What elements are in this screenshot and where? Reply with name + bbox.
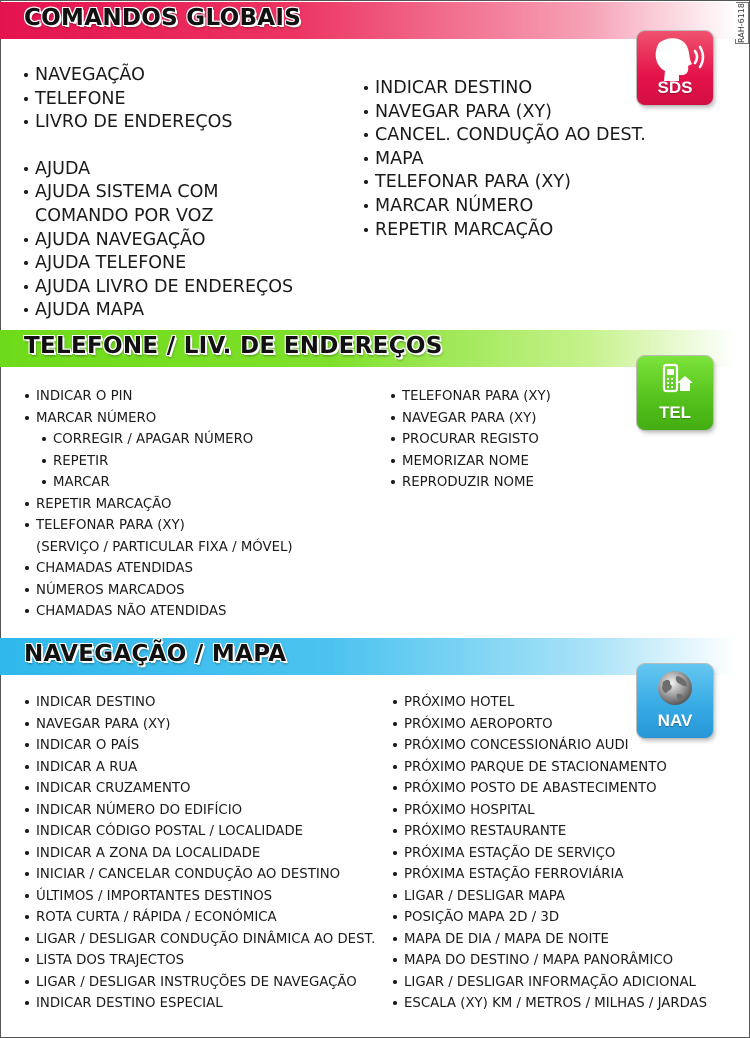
phone-home-icon	[637, 360, 713, 404]
list-item: PRÓXIMO AEROPORTO	[393, 714, 707, 736]
list-item: LIGAR / DESLIGAR INFORMAÇÃO ADICIONAL	[393, 972, 707, 994]
list-item: ROTA CURTA / RÁPIDA / ECONÓMICA	[25, 907, 375, 929]
list-item: MAPA DO DESTINO / MAPA PANORÂMICO	[393, 950, 707, 972]
list-item: POSIÇÃO MAPA 2D / 3D	[393, 907, 707, 929]
list-item: ÚLTIMOS / IMPORTANTES DESTINOS	[25, 886, 375, 908]
section-title-phone: TELEFONE / LIV. DE ENDEREÇOS	[24, 333, 443, 359]
tel-icon	[637, 356, 713, 430]
list-item: INDICAR A ZONA DA LOCALIDADE	[25, 843, 375, 865]
list-item: PRÓXIMA ESTAÇÃO FERROVIÁRIA	[393, 864, 707, 886]
list-item: MARCAR NÚMERO	[364, 195, 646, 219]
list-item-continuation: COMANDO POR VOZ	[35, 205, 214, 226]
list-item: NAVEGAR PARA (XY)	[391, 408, 551, 430]
list-item: TELEFONAR PARA (XY)	[364, 171, 646, 195]
list-item: LIVRO DE ENDEREÇOS	[24, 111, 293, 135]
list-item: NÚMEROS MARCADOS	[25, 580, 293, 602]
list-item: MARCAR NÚMERO	[25, 408, 293, 430]
list-item: INICIAR / CANCELAR CONDUÇÃO AO DESTINO	[25, 864, 375, 886]
document-code: RAH-6118	[735, 2, 749, 44]
list-item: INDICAR CÓDIGO POSTAL / LOCALIDADE	[25, 821, 375, 843]
phone-commands-list-left	[25, 386, 293, 623]
list-item: AJUDA SISTEMA COM	[24, 181, 293, 205]
list-item: LIGAR / DESLIGAR CONDUÇÃO DINÂMICA AO DEST.	[25, 929, 375, 951]
list-subitem: REPETIR	[42, 451, 293, 473]
nav-commands-list-right	[393, 692, 707, 1015]
list-item: INDICAR CRUZAMENTO	[25, 778, 375, 800]
list-item: LISTA DOS TRAJECTOS	[25, 950, 375, 972]
list-item: MEMORIZAR NOME	[391, 451, 551, 473]
list-item: INDICAR A RUA	[25, 757, 375, 779]
nav-commands-list-left	[25, 692, 375, 1015]
global-commands-list-right	[364, 77, 646, 242]
list-item: NAVEGAR PARA (XY)	[364, 101, 646, 125]
list-item: MAPA DE DIA / MAPA DE NOITE	[393, 929, 707, 951]
list-item: REPETIR MARCAÇÃO	[364, 219, 646, 243]
section-title-nav: NAVEGAÇÃO / MAPA	[24, 641, 287, 667]
list-item: INDICAR NÚMERO DO EDIFÍCIO	[25, 800, 375, 822]
list-item: INDICAR DESTINO	[364, 77, 646, 101]
section-header-global	[0, 2, 736, 39]
list-item: AJUDA TELEFONE	[24, 252, 293, 276]
list-item: INDICAR DESTINO	[25, 692, 375, 714]
list-item: PRÓXIMO HOSPITAL	[393, 800, 707, 822]
list-item: NAVEGAÇÃO	[24, 64, 293, 88]
list-item: INDICAR DESTINO ESPECIAL	[25, 993, 375, 1015]
list-item: MAPA	[364, 148, 646, 172]
list-item: PRÓXIMO POSTO DE ABASTECIMENTO	[393, 778, 707, 800]
list-item: TELEFONAR PARA (XY)	[391, 386, 551, 408]
list-item: PRÓXIMO HOTEL	[393, 692, 707, 714]
list-item: TELEFONE	[24, 88, 293, 112]
list-item: CHAMADAS ATENDIDAS	[25, 558, 293, 580]
list-item: AJUDA	[24, 158, 293, 182]
list-item: PRÓXIMO PARQUE DE STACIONAMENTO	[393, 757, 707, 779]
list-item: AJUDA NAVEGAÇÃO	[24, 229, 293, 253]
list-item: AJUDA LIVRO DE ENDEREÇOS	[24, 276, 293, 300]
list-item: ESCALA (XY) KM / METROS / MILHAS / JARDAS	[393, 993, 707, 1015]
nav-icon-label: NAV	[657, 711, 693, 730]
list-item: AJUDA MAPA	[24, 299, 293, 323]
list-item: CANCEL. CONDUÇÃO AO DEST.	[364, 124, 646, 148]
tel-icon-label: TEL	[658, 403, 692, 422]
list-item: INDICAR O PAÍS	[25, 735, 375, 757]
sds-icon	[637, 31, 713, 105]
phone-commands-list-right	[391, 386, 551, 494]
list-subitem: CORREGIR / APAGAR NÚMERO	[42, 429, 293, 451]
list-item-continuation: (SERVIÇO / PARTICULAR FIXA / MÓVEL)	[36, 539, 293, 555]
list-item: CHAMADAS NÃO ATENDIDAS	[25, 601, 293, 623]
list-item: REPRODUZIR NOME	[391, 472, 551, 494]
list-item: NAVEGAR PARA (XY)	[25, 714, 375, 736]
section-header-nav	[0, 638, 736, 675]
list-item: PROCURAR REGISTO	[391, 429, 551, 451]
list-item: INDICAR O PIN	[25, 386, 293, 408]
list-item: PRÓXIMA ESTAÇÃO DE SERVIÇO	[393, 843, 707, 865]
list-subitem: MARCAR	[42, 472, 293, 494]
list-item: PRÓXIMO RESTAURANTE	[393, 821, 707, 843]
list-item: TELEFONAR PARA (XY)	[25, 515, 293, 537]
global-commands-list-left	[24, 64, 293, 323]
list-item: REPETIR MARCAÇÃO	[25, 494, 293, 516]
sds-icon-label: SDS	[657, 78, 693, 97]
list-item: PRÓXIMO CONCESSIONÁRIO AUDI	[393, 735, 707, 757]
list-item: LIGAR / DESLIGAR MAPA	[393, 886, 707, 908]
section-title-global: COMANDOS GLOBAIS	[24, 5, 302, 31]
section-header-phone	[0, 330, 736, 367]
list-item: LIGAR / DESLIGAR INSTRUÇÕES DE NAVEGAÇÃO	[25, 972, 375, 994]
